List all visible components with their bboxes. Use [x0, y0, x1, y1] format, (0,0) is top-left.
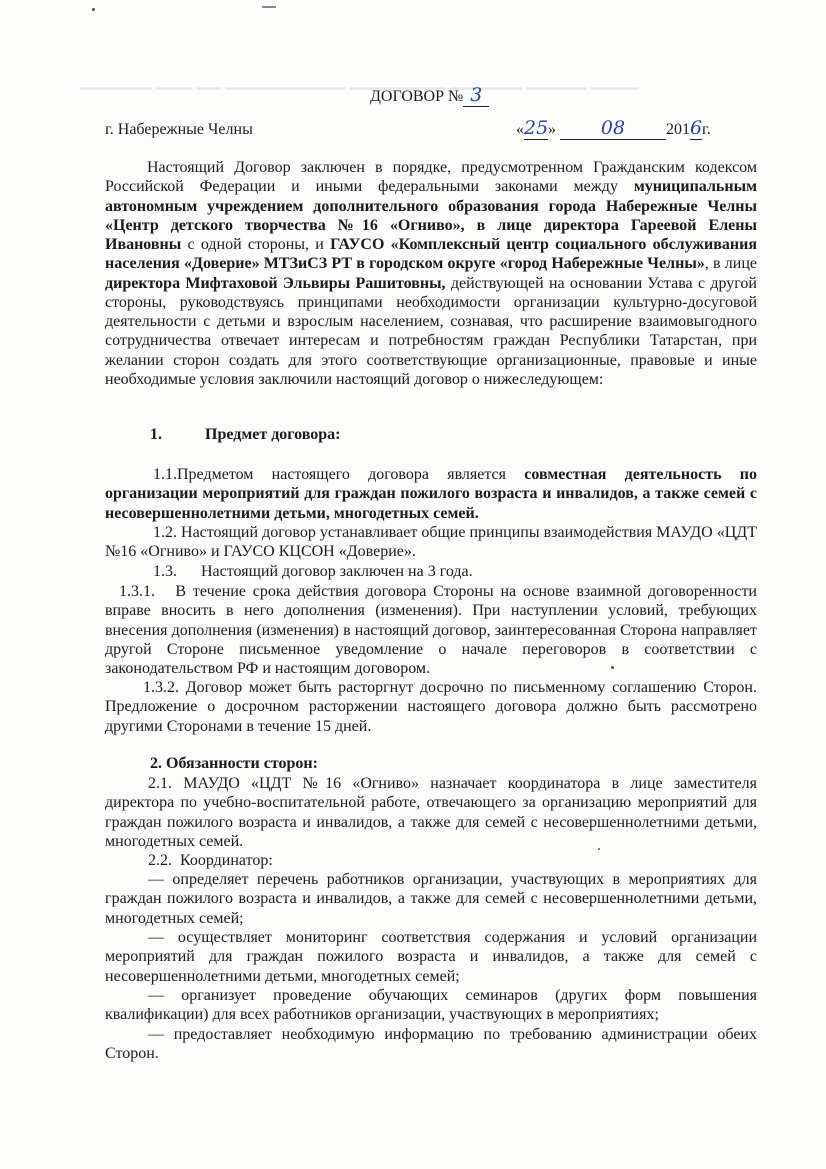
coordinator-duty-3 [105, 986, 757, 1025]
text: Настоящий Договор заключен в порядке, предусмотренном Гражданским кодексом Российской Федерации и иными федеральными законами между [105, 159, 757, 196]
text: 1.3.1. В течение срока действия договора Стороны на основе взаимной договоренности вправе вносить в него дополнения (изменения). При наступлении условий, требующих внесения дополнения (изменения) в настоящий договор, заинтересованная Сторона направляет другой Стороне письменное уведомление о начале переговоров в соответствии с законодательством РФ и настоящим договором. [105, 583, 761, 677]
scan-speck [598, 848, 600, 850]
text: 1.1.Предметом настоящего договора является [153, 466, 525, 483]
city: г. Набережные Челны [105, 121, 253, 138]
date-month: 08 [560, 117, 666, 140]
date-day: 25 [524, 117, 549, 139]
text: 1.3. Настоящий договор заключен на 3 года. [153, 563, 473, 580]
text: — определяет перечень работников организации, участвующих в мероприятиях для граждан пожилого возраста и инвалидов, а также для семей с несовершеннолетними детьми, многодетных семей; [105, 871, 757, 927]
coordinator-duty-1 [105, 870, 757, 928]
clause-1-1 [105, 465, 757, 523]
text: действующей на основании Устава с другой стороны, руководствуясь принципами необходимости организации культурно-досуговой деятельности с детьми и взрослым населением, сознавая, что расширение взаимовыгодного сотрудничества отвечает интересам и потребностям граждан Республики Татарстан, при желании сторон создать для этого соответствующие организационные, правовые и иные необходимые условия заключили настоящий договор о нижеследующем: [105, 274, 757, 388]
text: 1.3.2. Договор может быть расторгнут досрочно по письменному соглашению Сторон. Предложение о досрочном расторжении настоящего договора должно быть рассмотрено другими Сторонами в течение 15 дней. [105, 679, 757, 735]
scan-mark [262, 6, 276, 8]
clause-1-3-2 [105, 678, 757, 736]
text: с одной стороны, и [181, 236, 331, 253]
clause-2-2 [105, 851, 757, 870]
text: 1.2. Настоящий договор устанавливает общие принципы взаимодействия МАУДО «ЦДТ №16 «Огниво» и ГАУСО КЦСОН «Доверие». [105, 524, 757, 561]
text: 2.1. МАУДО «ЦДТ №16 «Огниво» назначает координатора в лице заместителя директора по учебно-воспитательной работе, отвечающего за организацию мероприятий для граждан пожилого возраста и инвалидов, а также для семей с несовершеннолетними детьми, многодетных семей. [105, 775, 757, 850]
bold-text: совместная деятельность по организации мероприятий для граждан пожилого возраста и инвалидов, а также семей с несовершеннолетними детьми, многодетных семей. [105, 466, 758, 522]
clause-2-1 [105, 774, 757, 851]
section-1-heading: 1. Предмет договора: [150, 426, 341, 443]
clause-1-3 [105, 562, 757, 581]
coordinator-duty-2 [105, 928, 757, 986]
date-year: 6 [690, 117, 703, 139]
contract-title: ДОГОВОР № 3 [370, 84, 489, 107]
bold-text: ГАУСО «Комплексный центр социального обслуживания населения «Доверие» МТЗиСЗ РТ в городском округе «город Набережные Челны» [105, 236, 757, 273]
bold-text: муниципальным автономным учреждением дополнительного образования города Набережные Челны «Центр детского творчества №16 «Огниво», в лице директора Гареевой Елены Ивановны [105, 178, 757, 253]
preamble-paragraph [105, 158, 757, 389]
section-2-heading: 2. Обязанности сторон: [150, 755, 318, 772]
text: — предоставляет необходимую информацию по требованию администрации обеих Сторон. [105, 1026, 757, 1063]
clause-1-2 [105, 523, 757, 562]
text: — организует проведение обучающих семинаров (других форм повышения квалификации) для всех работников организации, участвующих в мероприятиях; [105, 987, 757, 1024]
text: 2.2. Координатор: [148, 852, 273, 869]
text: — осуществляет мониторинг соответствия содержания и условий организации мероприятий для граждан пожилого возраста и инвалидов, а также для семей с несовершеннолетними детьми, многодетных семей; [105, 929, 757, 985]
contract-number: 3 [463, 84, 489, 107]
clause-1-3-1 [105, 582, 761, 678]
coordinator-duty-4 [105, 1025, 757, 1064]
text: , в лице [704, 255, 758, 273]
bold-text: директора Мифтаховой Эльвиры Рашитовны, [105, 274, 446, 292]
scan-speck [92, 8, 95, 11]
contract-date: «25» 08 2016г. [516, 117, 711, 139]
bleed-through: ▁▁▁▁▁▁ ▁▁▁ ▁▁ ▁▁▁▁▁▁▁▁▁▁ ▁▁▁▁▁▁▁▁ ▁▁▁▁▁▁ ▁▁▁▁▁ ▁▁▁▁ [80, 74, 640, 90]
scan-speck [611, 666, 614, 669]
